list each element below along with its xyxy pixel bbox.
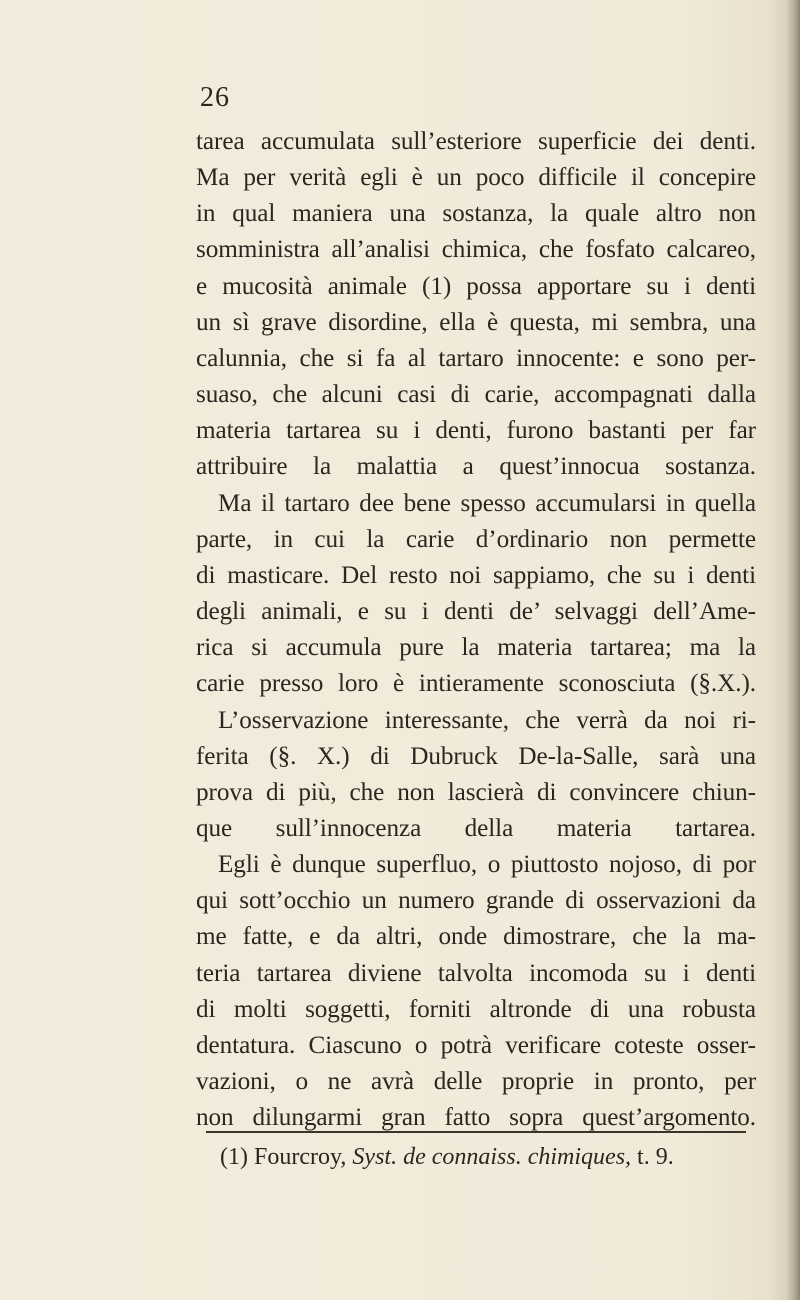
text-line: que sull’innocenza della materia tartarea. [196, 814, 756, 842]
text-line: di molti soggetti, forniti altronde di una robusta [196, 995, 756, 1023]
text-line: tarea accumulata sull’esteriore superficie dei denti. [196, 128, 756, 155]
text-line: rica si accumula pure la materia tartarea; ma la [196, 634, 756, 662]
text-line: e mucosità animale (1) possa apportare su i denti [196, 272, 756, 300]
text-line: non dilungarmi gran fatto sopra quest’argomento. [196, 1104, 756, 1132]
footnote-title: Syst. de connaiss. chimiques, [352, 1144, 632, 1170]
text-line: Ma il tartaro dee bene spesso accumularsi in quella [218, 489, 756, 517]
footnote-marker: (1) [220, 1144, 248, 1170]
text-line: suaso, che alcuni casi di carie, accompagnati dalla [196, 381, 756, 409]
text-line: in qual maniera una sostanza, la quale altro non [196, 200, 756, 228]
text-line: un sì grave disordine, ella è questa, mi sembra, una [196, 308, 756, 336]
text-line: degli animali, e su i denti de’ selvaggi dell’Ame- [196, 598, 756, 626]
text-line: vazioni, o ne avrà delle proprie in pronto, per [196, 1068, 756, 1096]
footnote-rule [206, 1131, 746, 1133]
text-line: Egli è dunque superfluo, o piuttosto nojoso, di por [218, 851, 756, 879]
text-line: qui sott’occhio un numero grande di osservazioni da [196, 887, 756, 915]
text-line: attribuire la malattia a quest’innocua sostanza. [196, 453, 756, 481]
page-number: 26 [200, 82, 230, 113]
footnote-author: Fourcroy, [253, 1144, 347, 1170]
text-line: prova di più, che non lascierà di convincere chiun- [196, 778, 756, 806]
page-edge-shadow [786, 0, 800, 1300]
text-line: L’osservazione interessante, che verrà da noi ri- [218, 706, 756, 734]
text-line: somministra all’analisi chimica, che fosfato calcareo, [196, 236, 756, 264]
footnote-reference: t. 9. [637, 1144, 674, 1170]
body-text [196, 124, 756, 1136]
text-line: Ma per verità egli è un poco difficile il concepire [196, 164, 756, 192]
footnote [220, 1140, 760, 1174]
text-line: teria tartarea diviene talvolta incomoda su i denti [196, 959, 756, 987]
text-line: me fatte, e da altri, onde dimostrare, che la ma- [196, 923, 756, 951]
text-line: materia tartarea su i denti, furono bastanti per far [196, 417, 756, 445]
text-line: dentatura. Ciascuno o potrà verificare coteste osser- [196, 1031, 756, 1059]
text-line: parte, in cui la carie d’ordinario non permette [196, 525, 756, 553]
text-line: carie presso loro è intieramente sconosciuta (§.X.). [196, 670, 756, 698]
text-line: ferita (§. X.) di Dubruck De-la-Salle, sarà una [196, 742, 756, 770]
text-line: calunnia, che si fa al tartaro innocente: e sono per- [196, 344, 756, 372]
text-line: di masticare. Del resto noi sappiamo, che su i denti [196, 561, 756, 589]
